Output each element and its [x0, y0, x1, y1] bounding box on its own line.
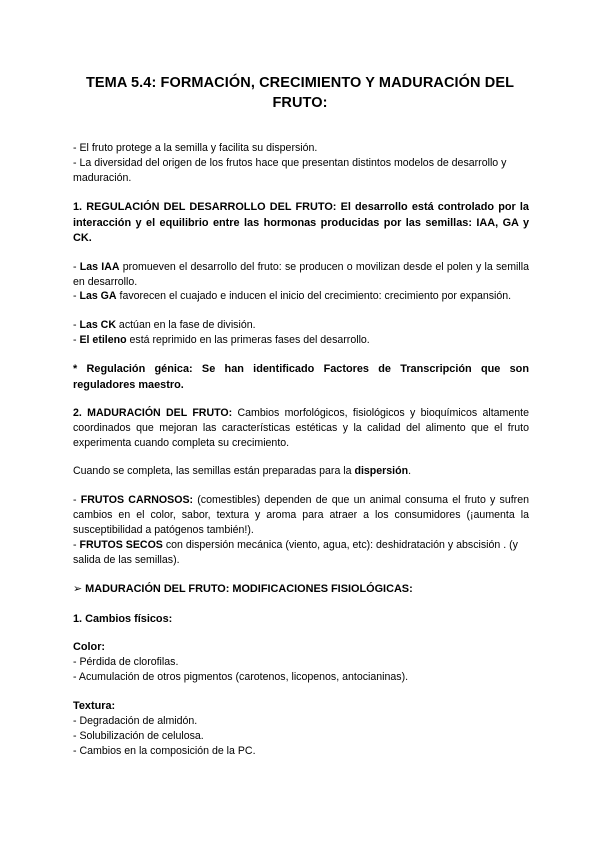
dispersal-text: Cuando se completa, las semillas están preparadas para la	[73, 465, 355, 477]
texture-heading: Textura:	[73, 700, 116, 712]
hormone-text: está reprimido en las primeras fases del desarrollo.	[126, 334, 370, 346]
texture-item: - Cambios en la composición de la PC.	[73, 745, 256, 757]
fruit-type-term: FRUTOS CARNOSOS:	[80, 494, 194, 506]
texture-item: - Solubilización de celulosa.	[73, 730, 204, 742]
color-item: - Pérdida de clorofilas.	[73, 656, 179, 668]
dispersal-end: .	[408, 465, 412, 477]
fruit-type-text: (comestibles) dependen de que un animal consuma el fruto y sufren cambios en el color, sabor, textura y aroma para atraer a los consumidores (¡aumenta la susceptibilidad a patógenos también!).	[73, 494, 529, 536]
fruit-type-text: con dispersión mecánica (viento, agua, etc): deshidratación y abscisión . (y salida de las semillas).	[73, 539, 518, 566]
hormone-text: favorecen el cuajado e inducen el inicio del crecimiento: crecimiento por expansión.	[116, 290, 512, 302]
hormone-term: Las IAA	[79, 261, 120, 273]
physical-changes-heading: 1. Cambios físicos:	[73, 613, 173, 625]
hormone-text: actúan en la fase de división.	[115, 319, 256, 331]
fruit-type-term: FRUTOS SECOS	[79, 539, 163, 551]
hormone-item: - Las IAA promueven el desarrollo del fruto: se producen o movilizan desde el polen y la semilla en desarrollo.	[73, 261, 529, 288]
fruit-type-item: - FRUTOS CARNOSOS: (comestibles) dependen de que un animal consuma el fruto y sufren cambios en el color, sabor, textura y aroma para atraer a los consumidores (¡aumenta la susceptibilidad a patógenos también!).	[73, 494, 529, 536]
hormone-item: - El etileno está reprimido en las primeras fases del desarrollo.	[73, 334, 370, 346]
arrow-bullet-icon: ➢	[73, 583, 83, 595]
hormone-text: promueven el desarrollo del fruto: se producen o movilizan desde el polen y la semilla en desarrollo.	[73, 261, 529, 288]
intro-line-2: - La diversidad del origen de los frutos hace que presentan distintos modelos de desarrollo y maduración.	[73, 157, 507, 184]
hormone-term: Las GA	[79, 290, 117, 302]
physio-heading-text: MADURACIÓN DEL FRUTO: MODIFICACIONES FISIOLÓGICAS:	[85, 583, 413, 595]
hormone-term: El etileno	[79, 334, 127, 346]
texture-item: - Degradación de almidón.	[73, 715, 198, 727]
genic-regulation-note: * Regulación génica: Se han identificado Factores de Transcripción que son reguladores maestro.	[73, 363, 529, 391]
page-title: TEMA 5.4: FORMACIÓN, CRECIMIENTO Y MADURACIÓN DEL FRUTO:	[85, 75, 515, 111]
fruit-type-item: - FRUTOS SECOS con dispersión mecánica (viento, agua, etc): deshidratación y abscisión . (y salida de las semillas).	[73, 539, 518, 566]
section2-text: Cambios morfológicos, fisiológicos y bioquímicos altamente coordinados que mejoran las características estéticas y la calidad del alimento que el fruto experimenta cuando completa su crecimiento.	[73, 407, 529, 449]
section2-heading: 2. MADURACIÓN DEL FRUTO:	[73, 407, 233, 419]
dispersal-paragraph	[73, 464, 529, 479]
hormone-item: - Las GA favorecen el cuajado e inducen el inicio del crecimiento: crecimiento por expansión.	[73, 290, 512, 302]
dispersal-bold: dispersión	[354, 465, 409, 477]
intro-line-1: - El fruto protege a la semilla y facilita su dispersión.	[73, 142, 318, 154]
section1-heading: 1. REGULACIÓN DEL DESARROLLO DEL FRUTO: El desarrollo está controlado por la interacción y el equilibrio entre las hormonas producidas por las semillas: IAA, GA y CK.	[73, 201, 529, 244]
color-item: - Acumulación de otros pigmentos (carotenos, licopenos, antocianinas).	[73, 671, 409, 683]
hormone-term: Las CK	[79, 319, 116, 331]
physio-heading	[73, 582, 529, 598]
color-heading: Color:	[73, 641, 106, 653]
hormone-item: - Las CK actúan en la fase de división.	[73, 319, 256, 331]
section2-paragraph	[73, 406, 529, 451]
